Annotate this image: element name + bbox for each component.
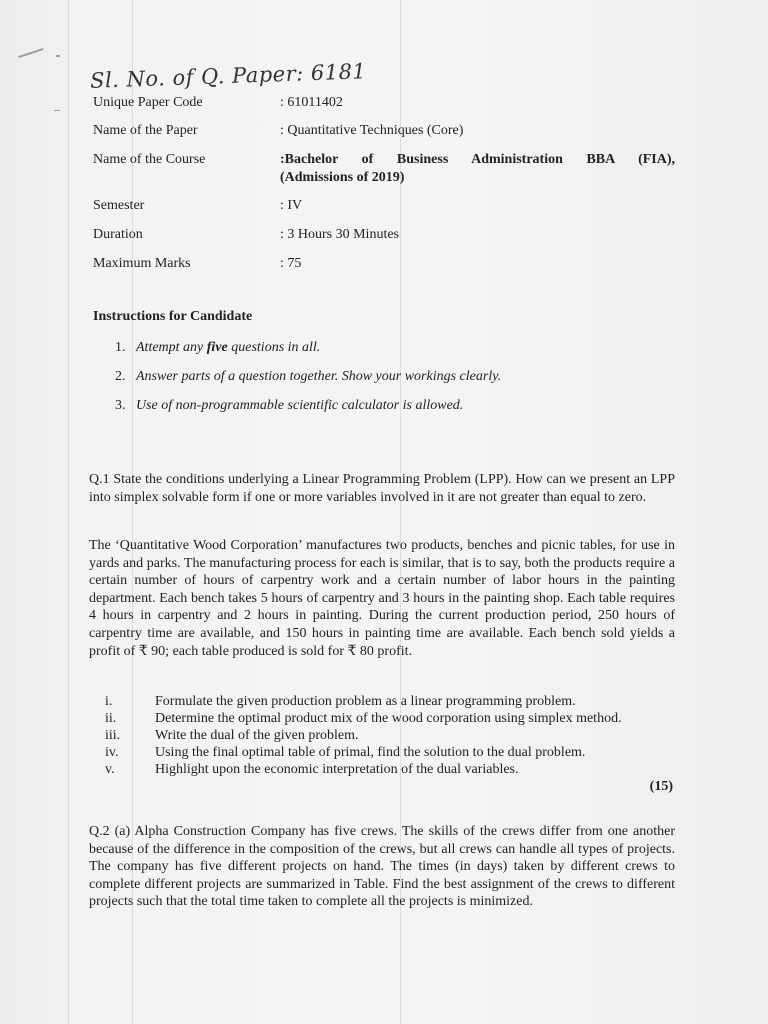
meta-value: : 75 [280, 256, 302, 271]
part-text: Highlight upon the economic interpretation of the dual variables. [155, 762, 519, 777]
instruction-item [115, 398, 463, 414]
part-text: Write the dual of the given problem. [155, 728, 359, 743]
meta-value: : IV [280, 198, 303, 213]
part-text: Formulate the given production problem as a linear programming problem. [155, 694, 576, 709]
instruction-text-suffix: questions in all. [227, 340, 321, 355]
instruction-item [115, 340, 320, 356]
instruction-number: 3. [115, 398, 126, 413]
question-2-text: Q.2 (a) Alpha Construction Company has five crews. The skills of the crews differ from one another because of the difference in the composition of the crews, but all crews can handle all types of projects. The company has five different projects on hand. The times (in days) taken by different crews to complete different projects are summarized in Table. Find the best assignment of the crews to different projects such that the total time taken to complete all the projects is minimized. [89, 824, 675, 910]
stray-pen-mark [18, 48, 43, 58]
instruction-item [115, 369, 501, 385]
part-number: iv. [105, 745, 119, 760]
instruction-text-bold: five [206, 340, 228, 355]
instruction-number: 2. [115, 369, 126, 384]
meta-value: : 3 Hours 30 Minutes [280, 227, 399, 242]
question-1-intro: Q.1 State the conditions underlying a Linear Programming Problem (LPP). How can we present an LPP into simplex solvable form if one or more variables involved in it are not greater than equal to zero. [89, 472, 675, 505]
meta-label: Semester [93, 198, 145, 213]
meta-label: Unique Paper Code [93, 95, 203, 110]
question-1-part [105, 693, 576, 710]
meta-label: Name of the Course [93, 152, 206, 167]
instruction-number: 1. [115, 340, 126, 355]
question-1-problem: The ‘Quantitative Wood Corporation’ manufactures two products, benches and picnic tables, for use in yards and parks. The manufacturing process for each is similar, that is to say, both the products require a certain number of hours of carpentry work and a certain number of labor hours in the painting department. Each bench takes 5 hours of carpentry and 3 hours in the painting shop. Each table requires 4 hours in carpentry and 2 hours in painting. During the current production period, 250 hours of carpentry time are available, and 150 hours in painting time are available. Each bench sold yields a profit of ₹ 90; each table produced is sold for ₹ 80 profit. [89, 538, 675, 659]
meta-value: : Quantitative Techniques (Core) [280, 123, 464, 138]
course-line-2: (Admissions of 2019) [280, 170, 405, 185]
meta-value-course [280, 151, 675, 187]
question-1-part [105, 761, 519, 778]
meta-label: Duration [93, 227, 143, 242]
part-number: v. [105, 762, 115, 777]
meta-label: Name of the Paper [93, 123, 198, 138]
meta-label: Maximum Marks [93, 256, 191, 271]
page-fold-line [68, 0, 69, 1024]
part-number: i. [105, 694, 113, 709]
question-1-part [105, 710, 622, 727]
question-1-part [105, 727, 359, 744]
instructions-title: Instructions for Candidate [93, 309, 253, 324]
instruction-text: Answer parts of a question together. Show your workings clearly. [136, 369, 502, 384]
part-number: ii. [105, 711, 117, 726]
part-text: Using the final optimal table of primal, find the solution to the dual problem. [155, 745, 586, 760]
handwritten-paper-number: Sl. No. of Q. Paper: 6181 [89, 59, 367, 93]
stray-pen-mark [54, 110, 60, 111]
question-1-marks: (15) [649, 779, 673, 794]
part-text: Determine the optimal product mix of the wood corporation using simplex method. [155, 711, 622, 726]
question-1-part [105, 744, 585, 761]
instruction-text: Use of non-programmable scientific calculator is allowed. [136, 398, 464, 413]
meta-value: : 61011402 [280, 95, 343, 110]
course-line-1: :Bachelor of Business Administration BBA (FIA), [280, 152, 675, 167]
instruction-text-prefix: Attempt any [136, 340, 207, 355]
part-number: iii. [105, 728, 121, 743]
stray-pen-mark [56, 55, 60, 57]
